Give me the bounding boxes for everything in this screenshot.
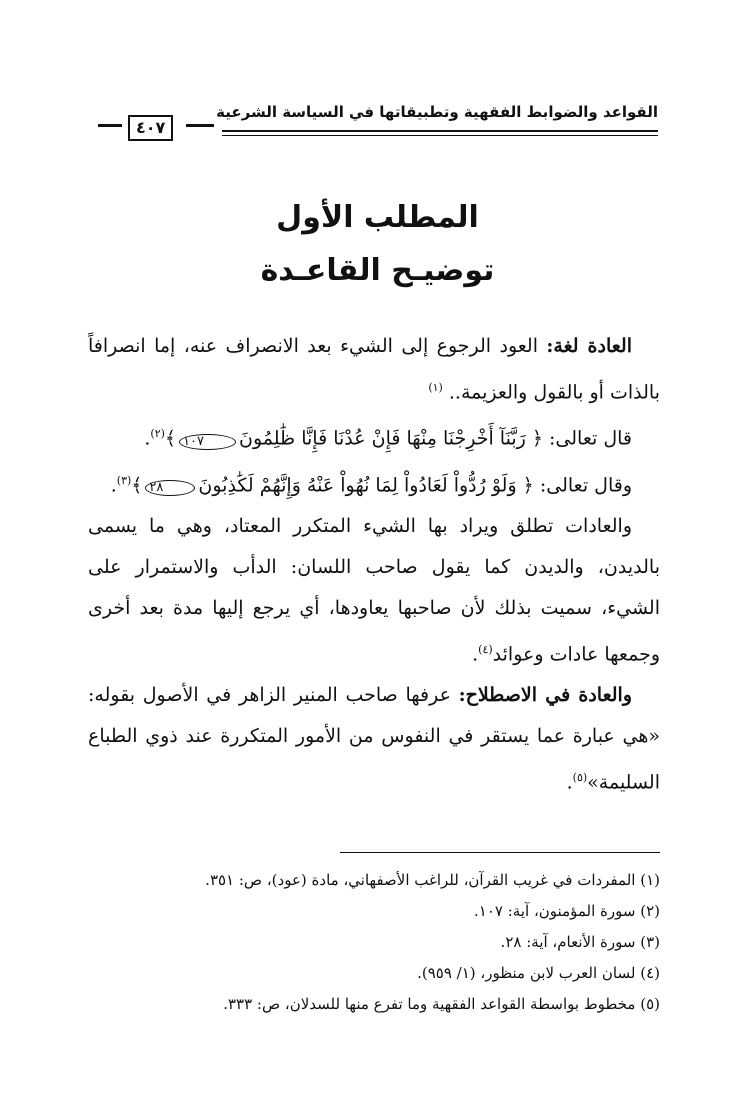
paragraph-4: والعادات تطلق ويراد بها الشيء المتكرر المعتاد، وهي ما يسمى بالديدن، والديدن كما يقول صاحب اللسان: الدأب والاستمرار على الشيء، سميت بذلك لأن صاحبها يعاودها، أي يرجع إليها مدة بعد أخرى وجمعها عادات وعوائد$^{(٤)}$. bbox=[88, 514, 660, 666]
running-header bbox=[98, 103, 658, 143]
footnote-separator bbox=[340, 852, 660, 853]
ayah-number-1: ١٠٧ bbox=[179, 434, 236, 450]
footnote-ref-2: (٢) bbox=[150, 427, 165, 441]
header-dash-right bbox=[186, 124, 214, 127]
footnote-ref-4: (٤) bbox=[478, 642, 493, 656]
paragraph-5: والعادة في الاصطلاح: عرفها صاحب المنير الزاهر في الأصول بقوله: «هي عبارة عما يستقر في النفوس من الأمور المتكررة عند ذوي الطباع السليمة»$^{(٥)}$. bbox=[88, 684, 660, 794]
paragraph-2: قال تعالى: ﴿ رَبَّنَآ أَخْرِجْنَا مِنْهَا فَإِنْ عُدْنَا فَإِنَّا ظَٰلِمُونَ١٠٧﴾$^{(٢)}$. bbox=[144, 427, 632, 450]
paragraph-4-text: والعادات تطلق ويراد بها الشيء المتكرر المعتاد، وهي ما يسمى بالديدن، والديدن كما يقول صاحب اللسان: الدأب والاستمرار على الشيء، سميت بذلك لأن صاحبها يعاودها، أي يرجع إليها مدة بعد أخرى وجمعها عادات وعوائد bbox=[88, 514, 660, 666]
header-rule-thin bbox=[222, 135, 658, 136]
section-title: المطلب الأول bbox=[276, 200, 479, 235]
page-number: ٤٠٧ bbox=[128, 115, 173, 141]
footnote-1: (١) المفردات في غريب القرآن، للراغب الأصفهاني، مادة (عود)، ص: ٣٥١. bbox=[205, 871, 660, 889]
verse-1-close: ﴾ bbox=[164, 427, 177, 450]
body-text bbox=[88, 326, 660, 804]
ayah-number-2: ٢٨ bbox=[145, 480, 195, 496]
footnote-ref-5: (٥) bbox=[572, 771, 588, 785]
verse-intro-2: وقال تعالى: bbox=[533, 473, 632, 496]
paragraph-1-text: العود الرجوع إلى الشيء بعد الانصراف عنه، إما انصرافاً بالذات أو بالقول والعزيمة.. bbox=[88, 335, 660, 404]
header-dash-left bbox=[98, 124, 122, 127]
footnote-5: (٥) مخطوط بواسطة القواعد الفقهية وما تفرع منها للسدلان، ص: ٣٣٣. bbox=[223, 995, 660, 1013]
paragraph-1-lead: العادة لغة: bbox=[546, 335, 632, 357]
verse-1: ﴿ رَبَّنَآ أَخْرِجْنَا مِنْهَا فَإِنْ عُدْنَا فَإِنَّا ظَٰلِمُونَ bbox=[239, 427, 543, 450]
footnote-2: (٢) سورة المؤمنون، آية: ١٠٧. bbox=[474, 902, 660, 920]
verse-2-close: ﴾ bbox=[131, 473, 143, 496]
paragraph-5-text: عرفها صاحب المنير الزاهر في الأصول بقوله: «هي عبارة عما يستقر في النفوس من الأمور المتكررة عند ذوي الطباع السليمة» bbox=[88, 684, 660, 794]
footnotes bbox=[150, 865, 660, 1020]
footnote-ref-1: (١) bbox=[428, 381, 443, 394]
footnote-ref-3: (٣) bbox=[116, 473, 132, 487]
section-subtitle: توضيـح القاعـدة bbox=[260, 253, 495, 288]
book-title: القواعد والضوابط الفقهية وتطبيقاتها في السياسة الشرعية bbox=[216, 103, 658, 121]
footnote-3: (٣) سورة الأنعام، آية: ٢٨. bbox=[500, 933, 660, 951]
verse-2: ﴿ وَلَوْ رُدُّواْ لَعَادُواْ لِمَا نُهُواْ عَنْهُ وَإِنَّهُمْ لَكَٰذِبُونَ bbox=[198, 473, 534, 496]
paragraph-3: وقال تعالى: ﴿ وَلَوْ رُدُّواْ لَعَادُواْ لِمَا نُهُواْ عَنْهُ وَإِنَّهُمْ لَكَٰذِبُونَ٢٨﴾$^{(٣)}$. bbox=[110, 473, 632, 496]
footnote-4: (٤) لسان العرب لابن منظور، (١/ ٩٥٩). bbox=[417, 964, 660, 982]
paragraph-5-lead: والعادة في الاصطلاح: bbox=[458, 684, 632, 707]
header-rule bbox=[222, 130, 658, 132]
paragraph-1 bbox=[88, 326, 660, 413]
verse-intro-1: قال تعالى: bbox=[542, 427, 632, 450]
